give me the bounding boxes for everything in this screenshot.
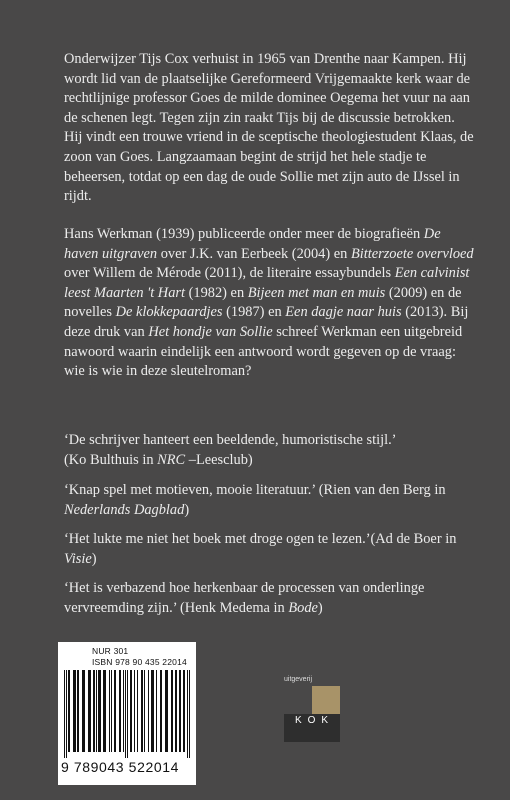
barcode-bar	[148, 670, 149, 752]
barcode-panel	[58, 642, 196, 785]
barcode-icon	[62, 670, 192, 758]
quote-source: (Ko Bulthuis in	[64, 451, 158, 468]
barcode-guard-bar	[66, 670, 67, 758]
quote-text: ‘Het lukte me niet het boek met droge ogen te lezen.’	[64, 531, 371, 547]
barcode-guard-bar	[187, 670, 188, 758]
publisher-label: uitgeverij	[284, 676, 313, 683]
book-title: De klokkepaardjes	[115, 304, 223, 321]
bio-text: (1982) en	[185, 284, 248, 301]
bio-text: (2009) en de novelles	[64, 284, 462, 321]
quote-source: (Ad de Boer in	[370, 531, 457, 547]
barcode-bar	[156, 670, 157, 752]
barcode-bar	[151, 670, 154, 752]
review-quote	[64, 579, 474, 618]
barcode-bar	[119, 670, 121, 752]
bio-text: Hans Werkman (1939) publiceerde onder meer de biografieën	[64, 226, 424, 242]
book-title: Bitterzoete overvloed	[350, 245, 474, 262]
barcode-bar	[73, 670, 76, 752]
barcode-bar	[82, 670, 85, 752]
logo-text: KOK	[294, 715, 335, 726]
barcode-bar	[171, 670, 173, 752]
bio-text: (2013). Bij deze druk van	[64, 304, 469, 340]
synopsis-text: Onderwijzer Tijs Cox verhuist in 1965 van Drenthe naar Kampen. Hij wordt lid van de plaatselijke Gereformeerd Vrijgemaakte kerk waar de rechtlijnige professor Goes de milde dominee Oegema het vuur na aan de schenen legt. Tegen zijn zin raakt Tijs bij de discussie betrokken. Hij vindt een trouwe vriend in de sceptische theologiestudent Klaas, de zoon van Goes. Langzaamaan begint de strijd het hele stadje te beheersen, totdat op een dag de oude Sollie met zijn auto de IJssel in rijdt.	[64, 51, 474, 205]
barcode-bar	[103, 670, 106, 752]
bio-text: over Willem de Mérode (2011), de literaire essaybundels	[64, 265, 395, 282]
quote-source-publication: Bode	[288, 599, 318, 616]
quote-source-publication: Nederlands Dagblad	[64, 501, 185, 518]
barcode-bar	[175, 670, 177, 752]
book-title: Een calvinist leest Maarten 't Hart	[64, 265, 470, 301]
quote-source: )	[317, 599, 323, 616]
author-bio-paragraph	[64, 225, 474, 382]
bio-text: schreef Werkman een uitgebreid nawoord waarin eindelijk een antwoord wordt gegeven op de vraag: wie is wie in deze sleutelroman?	[64, 323, 463, 380]
barcode-bar	[183, 670, 185, 752]
barcode-bar	[134, 670, 135, 752]
isbn-label: ISBN 978 90 435 22014	[92, 657, 187, 667]
quote-text: ‘De schrijver hanteert een beeldende, humoristische stijl.’	[64, 432, 397, 448]
synopsis-paragraph	[64, 50, 474, 207]
barcode-bar	[114, 670, 116, 752]
barcode-bar	[109, 670, 110, 752]
bio-text: over J.K. van Eerbeek (2004) en	[157, 245, 351, 262]
barcode-digits: 9 789043 522014	[61, 759, 179, 775]
barcode-bar	[123, 670, 124, 752]
quote-source: (Henk Medema in	[176, 599, 289, 616]
book-title: De haven uitgraven	[64, 226, 441, 262]
barcode-guard-bar	[64, 670, 65, 758]
quote-text: ‘Het is verbazend hoe herkenbaar de processen van onderlinge vervreemding zijn.’	[64, 580, 425, 616]
barcode-bar	[165, 670, 168, 752]
quote-source-publication: Visie	[64, 550, 92, 567]
quote-source: )	[91, 550, 97, 567]
barcode-bar	[141, 670, 143, 752]
book-title: Bijeen met man en muis	[247, 284, 386, 301]
quote-source: –Leesclub)	[185, 451, 253, 468]
barcode-bar	[68, 670, 70, 752]
nur-code: NUR 301	[92, 646, 129, 656]
quote-source: )	[184, 501, 190, 518]
quote-source-publication: NRC	[157, 451, 186, 468]
barcode-bar	[93, 670, 95, 752]
barcode-bar	[98, 670, 101, 752]
barcode-bar	[160, 670, 162, 752]
barcode-bar	[88, 670, 91, 752]
bio-text: (1987) en	[222, 304, 286, 321]
barcode-bar	[96, 670, 97, 752]
barcode-bar	[144, 670, 145, 752]
logo-tile	[284, 686, 312, 714]
logo-tile-accent	[312, 686, 340, 714]
book-title: Het hondje van Sollie	[148, 323, 273, 340]
barcode-bar	[130, 670, 132, 752]
quote-source: (Rien van den Berg in	[315, 482, 446, 498]
quote-text: ‘Knap spel met motieven, mooie literatuur.’	[64, 482, 316, 498]
barcode-bar	[137, 670, 138, 752]
barcode-bar	[77, 670, 79, 752]
publisher-logo	[284, 686, 340, 742]
book-title: Een dagje naar huis	[285, 304, 402, 321]
review-quote	[64, 481, 474, 520]
review-quote	[64, 530, 474, 569]
barcode-bar	[179, 670, 181, 752]
barcode-guard-bar	[127, 670, 128, 758]
review-quote	[64, 431, 474, 470]
barcode-guard-bar	[125, 670, 126, 758]
barcode-guard-bar	[189, 670, 190, 758]
barcode-bar	[111, 670, 112, 752]
